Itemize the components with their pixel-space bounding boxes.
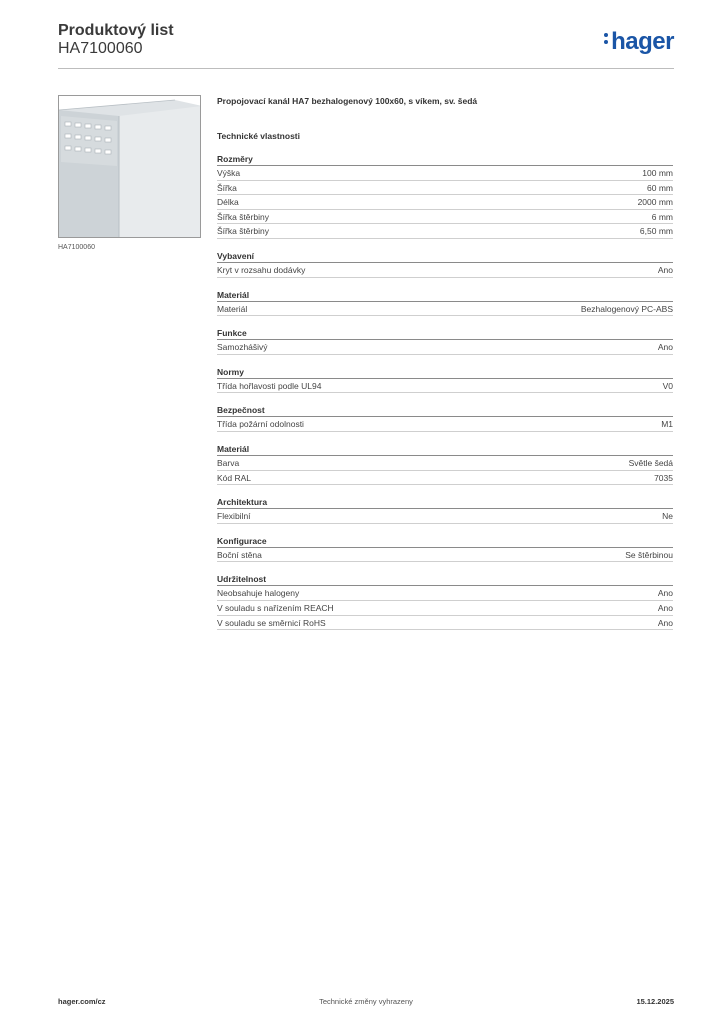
property-label: Šířka xyxy=(217,182,237,193)
property-label: Kryt v rozsahu dodávky xyxy=(217,264,306,275)
property-label: Šířka štěrbiny xyxy=(217,226,269,237)
header-divider xyxy=(58,68,674,69)
group-title: Architektura xyxy=(217,496,673,509)
property-label: Barva xyxy=(217,457,240,468)
property-row xyxy=(217,456,673,471)
property-value: 6 mm xyxy=(651,211,673,222)
logo-dots-icon xyxy=(604,30,610,47)
property-value: 7035 xyxy=(654,472,673,483)
property-label: V souladu s nařízením REACH xyxy=(217,602,334,613)
property-value: Ano xyxy=(657,602,673,613)
property-label: Třída hořlavosti podle UL94 xyxy=(217,380,322,391)
property-row xyxy=(217,166,673,181)
property-row xyxy=(217,379,673,394)
property-value: Ano xyxy=(657,264,673,275)
property-row xyxy=(217,263,673,278)
property-value: 100 mm xyxy=(642,168,673,178)
property-group xyxy=(217,496,673,524)
property-row xyxy=(217,586,673,601)
group-title: Vybavení xyxy=(217,250,673,263)
group-title: Funkce xyxy=(217,327,673,340)
property-group xyxy=(217,443,673,485)
property-label: Šířka štěrbiny xyxy=(217,211,269,222)
product-image xyxy=(58,95,201,238)
property-label: Flexibilní xyxy=(217,511,251,522)
property-row xyxy=(217,210,673,225)
property-row xyxy=(217,181,673,196)
property-groups xyxy=(217,153,673,630)
cable-duct-icon xyxy=(59,96,201,238)
property-group xyxy=(217,535,673,563)
property-group xyxy=(217,289,673,317)
property-group xyxy=(217,153,673,239)
property-label: Boční stěna xyxy=(217,549,262,560)
property-row xyxy=(217,471,673,486)
property-row xyxy=(217,548,673,563)
property-row xyxy=(217,340,673,355)
footer-notice: Technické změny vyhrazeny xyxy=(319,997,413,1006)
logo-text: hager xyxy=(611,28,674,55)
property-label: Materiál xyxy=(217,303,248,314)
page-header xyxy=(58,22,674,70)
image-caption: HA7100060 xyxy=(58,244,95,251)
property-label: V souladu se směrnicí RoHS xyxy=(217,617,326,628)
product-code: HA7100060 xyxy=(58,40,143,57)
property-value: Světle šedá xyxy=(628,457,673,468)
property-label: Třída požární odolnosti xyxy=(217,419,304,430)
property-group xyxy=(217,404,673,432)
product-name: Propojovací kanál HA7 bezhalogenový 100x60, s víkem, sv. šedá xyxy=(217,96,478,106)
property-value: Ano xyxy=(657,342,673,353)
property-value: Ano xyxy=(657,588,673,599)
group-title: Materiál xyxy=(217,443,673,456)
property-row xyxy=(217,195,673,210)
property-value: M1 xyxy=(661,419,673,430)
property-label: Délka xyxy=(217,197,239,208)
group-title: Rozměry xyxy=(217,153,673,166)
group-title: Bezpečnost xyxy=(217,404,673,417)
property-value: 60 mm xyxy=(647,182,673,193)
property-value: 2000 mm xyxy=(637,197,673,208)
footer-date: 15.12.2025 xyxy=(636,997,674,1006)
property-row xyxy=(217,509,673,524)
property-row xyxy=(217,417,673,432)
product-details xyxy=(217,95,673,630)
property-group xyxy=(217,366,673,394)
property-row xyxy=(217,224,673,239)
property-label: Výška xyxy=(217,168,241,178)
property-label: Neobsahuje halogeny xyxy=(217,588,300,599)
page-title: Produktový list xyxy=(58,22,174,39)
property-value: V0 xyxy=(662,380,673,391)
property-value: Bezhalogenový PC-ABS xyxy=(580,303,673,314)
property-group xyxy=(217,327,673,355)
property-value: Ne xyxy=(662,511,673,522)
property-label: Kód RAL xyxy=(217,472,252,483)
group-title: Konfigurace xyxy=(217,535,673,548)
property-label: Samozhášivý xyxy=(217,342,268,353)
group-title: Udržitelnost xyxy=(217,573,673,586)
section-title: Technické vlastnosti xyxy=(217,131,300,141)
group-title: Materiál xyxy=(217,289,673,302)
property-row xyxy=(217,616,673,631)
property-group xyxy=(217,250,673,278)
property-value: Ano xyxy=(657,617,673,628)
footer-website-link[interactable]: hager.com/cz xyxy=(58,997,106,1006)
property-value: Se štěrbinou xyxy=(625,549,673,560)
property-row xyxy=(217,601,673,616)
property-row xyxy=(217,302,673,317)
hager-logo[interactable] xyxy=(604,28,674,56)
property-value: 6,50 mm xyxy=(639,226,673,237)
group-title: Normy xyxy=(217,366,673,379)
property-group xyxy=(217,573,673,630)
